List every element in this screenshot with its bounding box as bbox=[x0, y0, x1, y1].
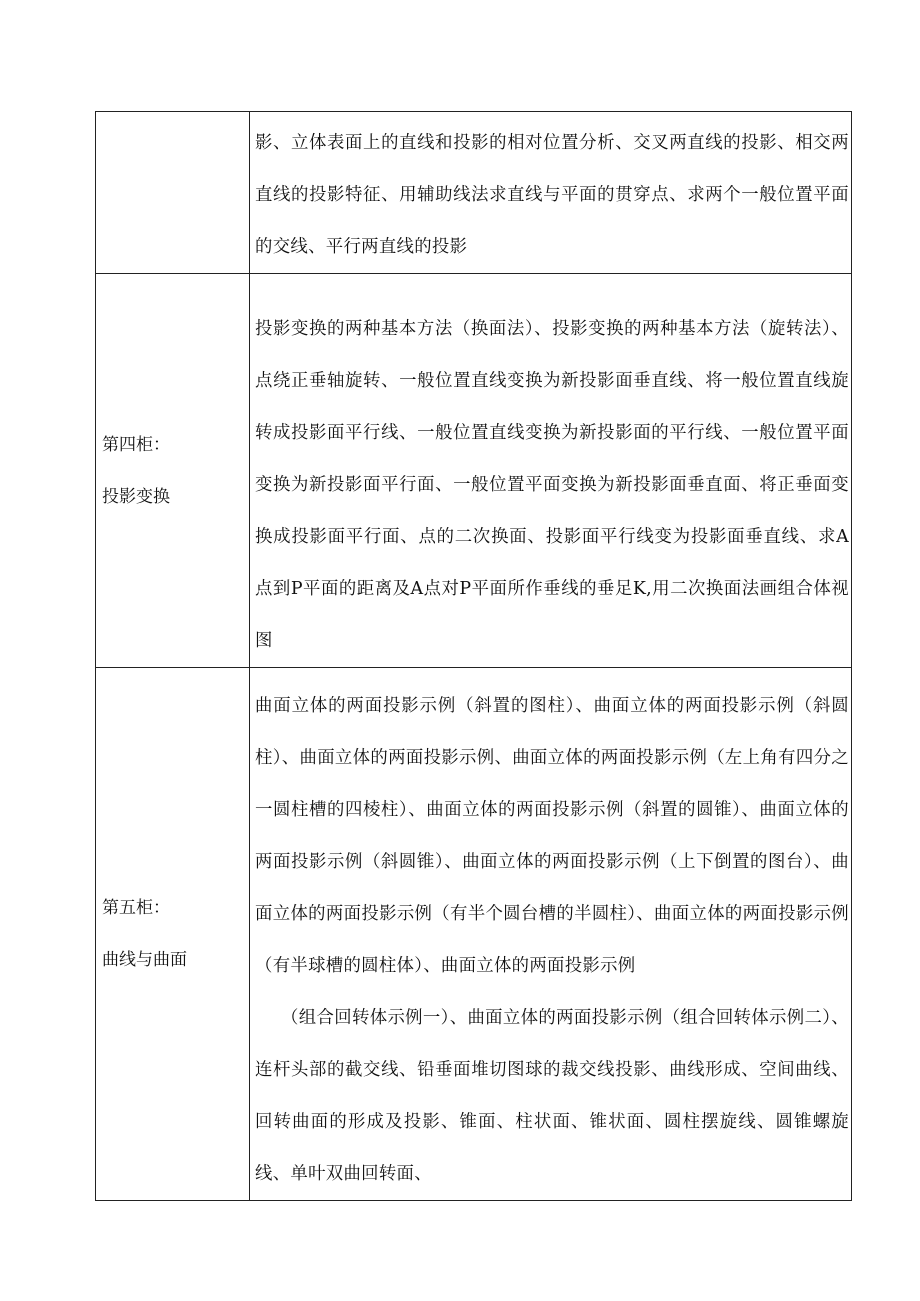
row-content-cell bbox=[250, 668, 852, 1201]
content-text: 投影变换的两种基本方法（换面法）、投影变换的两种基本方法（旋转法）、点绕正垂轴旋转、一般位置直线变换为新投影面垂直线、将一般位置直线旋转成投影面平行线、一般位置直线变换为新投影面的平行线、一般位置平面变换为新投影面平行面、一般位置平面变换为新投影面垂直面、将正垂面变换成投影面平行面、点的二次换面、投影面平行线变为投影面垂直线、求A点到P平面的距离及A点对P平面所作垂线的垂足K,用二次换面法画组合体视图 bbox=[255, 319, 849, 651]
cabinet-number: 第四柜： bbox=[102, 434, 170, 455]
row-label-cell bbox=[96, 112, 250, 274]
row-label-cell bbox=[96, 668, 250, 1201]
content-text: 影、立体表面上的直线和投影的相对位置分析、交叉两直线的投影、相交两直线的投影特征、用辅助线法求直线与平面的贯穿点、求两个一般位置平面的交线、平行两直线的投影 bbox=[255, 133, 849, 257]
row-content-cell bbox=[250, 112, 852, 274]
cabinet-topic: 曲线与曲面 bbox=[102, 950, 187, 970]
table-row bbox=[96, 112, 852, 274]
row-content-cell bbox=[250, 274, 852, 668]
table-row bbox=[96, 274, 852, 668]
content-text: 曲面立体的两面投影示例（斜置的图柱）、曲面立体的两面投影示例（斜圆柱）、曲面立体的两面投影示例、曲面立体的两面投影示例（左上角有四分之一圆柱槽的四棱柱）、曲面立体的两面投影示例（斜置的圆锥）、曲面立体的两面投影示例（斜圆锥）、曲面立体的两面投影示例（上下倒置的图台）、曲面立体的两面投影示例（有半个圆台槽的半圆柱）、曲面立体的两面投影示例（有半球槽的圆柱体）、曲面立体的两面投影示例 bbox=[255, 696, 849, 976]
row-label-cell bbox=[96, 274, 250, 668]
cabinet-topic: 投影变换 bbox=[102, 486, 170, 507]
table-row bbox=[96, 668, 852, 1201]
cabinet-number: 第五柜： bbox=[102, 898, 170, 918]
catalog-table bbox=[95, 111, 852, 1201]
content-text-continued: （组合回转体示例一）、曲面立体的两面投影示例（组合回转体示例二）、连杆头部的截交线、铅垂面堆切图球的裁交线投影、曲线形成、空间曲线、回转曲面的形成及投影、锥面、柱状面、锥状面、圆柱摆旋线、圆锥螺旋线、单叶双曲回转面、 bbox=[255, 1008, 849, 1184]
